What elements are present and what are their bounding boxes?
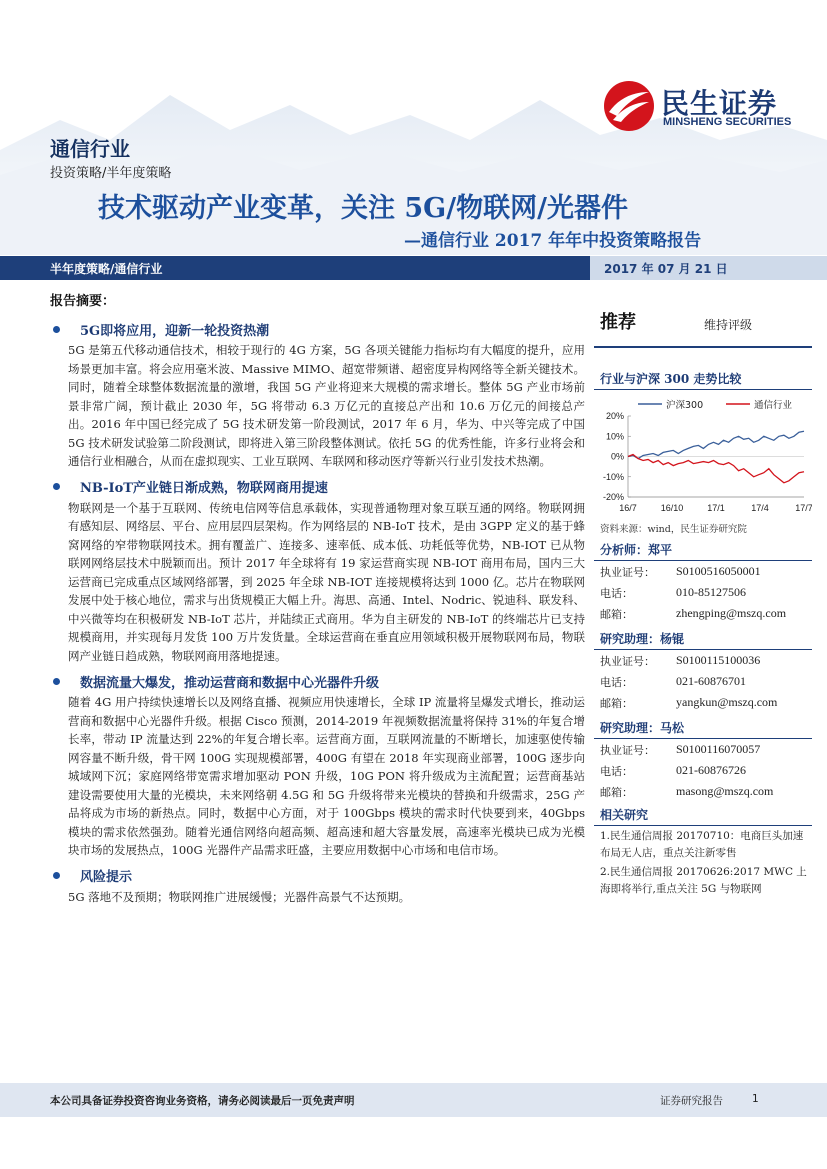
minsheng-logo-icon <box>603 80 655 132</box>
performance-chart-svg <box>594 394 812 519</box>
brand-name-en: MINSHENG SECURITIES <box>663 116 792 128</box>
contact-value: S0100116070057 <box>676 742 761 756</box>
section-body: 5G 是第五代移动通信技术，相较于现行的 4G 方案，5G 各项关键能力指标均有大幅度的提升，应用场景更加丰富。将会应用毫米波、Massive MIMO、超宽带频谱、超密度异构网络等全新关键技术。同时，随着全球整体数据流量的激增，我国 5G 产业将迎来大规模的需求增长。整体 5G 产业市场前景非常广阔，预计截止 2030 年，5G 将带动 6.3 万亿元的直接总产出和 10.6 万亿元的间接总产出。2016 年中国已经完成了 5G 技术研发第一阶段测试，2017 年 6 月，华为、中兴等完成了中国 5G 技术研发试验第二阶段测试，即将进入第三阶段整体测试。依托 5G 的优秀性能，许多行业将会和通信行业相融合，从而在虚拟现实、工业互联网、车联网和移动医疗等新兴行业引发技术热潮。 <box>68 343 585 468</box>
y-tick-label: -10% <box>602 471 624 482</box>
header-band <box>0 256 827 280</box>
series-line <box>628 455 804 483</box>
legend-label: 通信行业 <box>754 400 793 411</box>
x-tick-label: 16/7 <box>619 503 637 513</box>
contact-label: 执业证号： <box>600 654 655 668</box>
contact-row <box>594 781 812 802</box>
assistant-heading: 研究助理：杨锟 <box>594 630 812 650</box>
contact-label: 邮箱： <box>600 785 633 799</box>
section-body: 物联网是一个基于互联网、传统电信网等信息承载体，实现普通物理对象互联互通的网络。物联网拥有感知层、网络层、平台、应用层四层架构。作为网络层的 NB-IoT 技术，是由 3GPP 定义的基于蜂窝网络的窄带物联网技术。拥有覆盖广、连接多、速率低、成本低、功耗低等优势，NB-IOT 已从物联网网络层技术中脱颖而出。预计 2017 年全球将有 19 家运营商实现 NB-IOT 商用布局，国内三大运营商已完成重点区域网络部署，到 2025 年全球 NB-IOT 连接规模将达到 1000 亿。芯片在物联网发展中处于核心地位，需求与出货规模正大幅上升。海思、高通、Intel、Nodric、锐迪科、联发科、中兴微等均在积极研发 NB-IoT 芯片，并陆续正式商用。华为自主研发的 NB-IoT 的终端芯片已支持规模商用，并实现每月发货 100 万片发货量。全球运营商在垂直应用领域积极开展物联网布局，物联网产业链日趋成熟，物联网商用落地提速。 <box>68 500 585 663</box>
x-tick-label: 17/7 <box>795 503 812 513</box>
bullet-icon <box>53 483 60 490</box>
risk-body: 5G 落地不及预期；物联网推广进展缓慢；光器件高景气不达预期。 <box>68 889 411 904</box>
abstract-section <box>50 317 585 471</box>
related-research-item[interactable]: 1.民生通信周报 20170710：电商巨头加速布局无人店，重点关注新零售 <box>600 830 804 859</box>
section-header <box>50 317 585 341</box>
contact-value: masong@mszq.com <box>676 784 774 798</box>
contact-row <box>594 760 812 781</box>
contact-row <box>594 650 812 671</box>
industry-label: 通信行业 <box>50 137 130 161</box>
contact-row <box>594 739 812 760</box>
report-date: 2017 年 07 月 21 日 <box>604 262 728 276</box>
brand-name-cn: 民生证券 <box>661 87 778 120</box>
contact-value: S0100516050001 <box>676 564 761 578</box>
contact-row <box>594 582 812 603</box>
contact-label: 执业证号： <box>600 743 655 757</box>
rating-box <box>594 300 812 348</box>
series-line <box>628 431 804 458</box>
contact-label: 电话： <box>600 764 633 778</box>
assistant-heading: 研究助理：马松 <box>594 719 812 739</box>
y-tick-label: -20% <box>602 492 624 502</box>
footer-report-label: 证券研究报告 <box>660 1095 723 1107</box>
contact-label: 执业证号： <box>600 565 655 579</box>
section-title: 5G即将应用，迎新一轮投资热潮 <box>80 323 270 339</box>
footer-disclaimer: 本公司具备证券投资咨询业务资格，请务必阅读最后一页免责声明 <box>50 1095 355 1107</box>
abstract-section <box>50 669 585 860</box>
page-footer <box>0 1083 827 1117</box>
legend-label: 沪深300 <box>666 400 704 411</box>
sidebar-column <box>594 300 812 898</box>
contact-label: 电话： <box>600 675 633 689</box>
contact-value: S0100115100036 <box>676 653 761 667</box>
section-title: NB-IoT产业链日渐成熟，物联网商用提速 <box>80 481 328 496</box>
performance-chart <box>594 394 812 519</box>
document-type: 投资策略/半年度策略 <box>50 166 172 181</box>
band-category: 半年度策略/通信行业 <box>50 262 163 276</box>
chart-source: 资料来源：wind，民生证券研究院 <box>600 524 747 535</box>
x-tick-label: 16/10 <box>660 503 684 513</box>
analyst-heading: 分析师：郑平 <box>594 541 812 561</box>
related-research-item[interactable]: 2.民生通信周报 20170626:2017 MWC 上海即将举行,重点关注 5G 与物联网 <box>600 866 807 895</box>
y-tick-label: 20% <box>605 411 624 421</box>
report-title: 技术驱动产业变革，关注 5G/物联网/光器件 <box>98 193 628 224</box>
abstract-section <box>50 475 585 666</box>
risk-title: 风险提示 <box>80 870 133 885</box>
section-body: 随着 4G 用户持续快速增长以及网络直播、视频应用快速增长，全球 IP 流量将呈爆发式增长，推动运营商和数据中心光器件升级。根据 Cisco 预测，2014-2019 年视频数据流量将保持 31%的年复合增长率，带动 IP 流量达到 22%的年复合增长率。运营商方面，互联网流量的不断增长，加速驱使传输网容量不断升级，骨干网 100G 实现规模部署，400G 有望在 2018 年实现商业部署，100G 逐步向城域网下沉；家庭网络带宽需求增加驱动 PON 升级，10G PON 将升级成为主流配置；运营商基站建设需要使用大量的光模块，未来网络朝 4.5G 和 5G 升级将带来光模块的替换和升级需求，25G 产品将成为市场的新热点。同时，数据中心方面，对于 100Gbps 模块的需求时代快要到来，40Gbps 模块的需求依然强劲。随着光通信网络向超高频、超高速和超大容量发展，高速率光模块已成为光模块市场的发展热点，100G 光器件产品需求旺盛，主要应用数据中心市场和电信市场。 <box>68 695 585 857</box>
bullet-icon <box>53 678 60 685</box>
related-research-heading: 相关研究 <box>594 806 812 826</box>
contact-label: 邮箱： <box>600 696 633 710</box>
bullet-icon <box>53 872 60 879</box>
contact-row <box>594 671 812 692</box>
contact-value: zhengping@mszq.com <box>676 606 787 620</box>
bullet-icon <box>53 326 60 333</box>
contact-label: 邮箱： <box>600 607 633 621</box>
contact-row <box>594 692 812 713</box>
contact-label: 电话： <box>600 586 633 600</box>
x-tick-label: 17/4 <box>751 503 769 513</box>
section-header <box>50 864 585 888</box>
brand-logo <box>603 80 813 132</box>
rating-note: 维持评级 <box>704 318 753 332</box>
y-tick-label: 10% <box>605 431 624 442</box>
section-header <box>50 475 585 499</box>
page-number: 1 <box>752 1093 759 1105</box>
section-header <box>50 669 585 693</box>
chart-title: 行业与沪深 300 走势比较 <box>594 370 812 390</box>
report-subtitle: —通信行业 2017 年年中投资策略报告 <box>404 231 702 251</box>
contact-value: yangkun@mszq.com <box>676 695 778 709</box>
abstract-column <box>50 290 585 908</box>
abstract-heading: 报告摘要： <box>50 294 116 309</box>
contact-row <box>594 603 812 624</box>
contact-value: 021-60876701 <box>676 674 746 688</box>
x-tick-label: 17/1 <box>707 503 725 513</box>
contact-value: 010-85127506 <box>676 585 746 599</box>
contact-row <box>594 561 812 582</box>
section-title: 数据流量大爆发，推动运营商和数据中心光器件升级 <box>80 675 380 691</box>
rating-value: 推荐 <box>600 312 636 333</box>
risk-section <box>50 864 585 907</box>
contact-value: 021-60876726 <box>676 763 746 777</box>
y-tick-label: 0% <box>610 451 624 462</box>
